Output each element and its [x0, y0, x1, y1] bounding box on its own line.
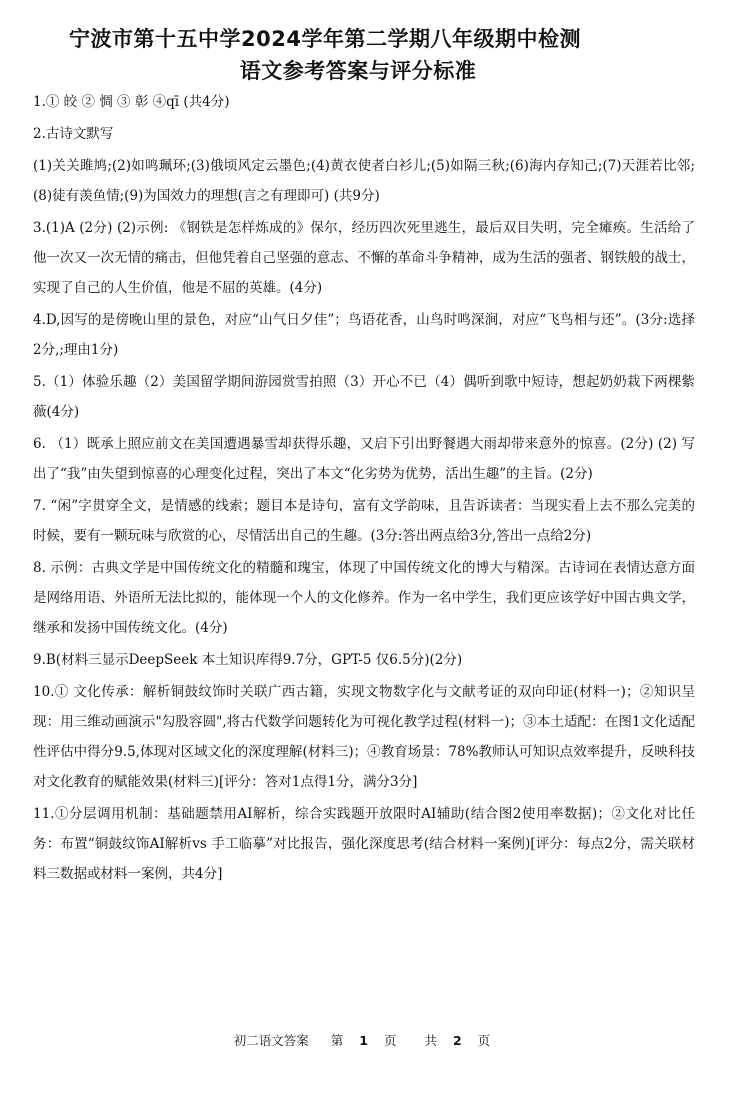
answer-list — [33, 87, 695, 891]
answer-item-2-body: (1)关关雎鸠;(2)如鸣珮环;(3)俄顷风定云墨色;(4)黄衣使者白衫儿;(5)如隔三秋;(6)海内存知己;(7)天涯若比邻;(8)徒有羡鱼情;(9)为国效力的理想(言之有理即可) (共9分) — [33, 158, 695, 204]
answer-item-2-heading: 2.古诗文默写 — [33, 126, 114, 142]
footer-page-indicator — [325, 1033, 403, 1048]
footer-total-prefix: 共 — [424, 1033, 437, 1048]
footer-page-prefix: 第 — [330, 1033, 344, 1048]
answer-item-11: 11.①分层调用机制：基础题禁用AI解析，综合实践题开放限时AI辅助(结合图2使用率数据)；②文化对比任务：布置“铜鼓纹饰AI解析vs 手工临摹”对比报告，强化深度思考(结合材料一案例)[评分：每点2分，需关联材料三数据或材料一案例，共4分] — [33, 806, 695, 882]
answer-item-4: 4.D,因写的是傍晚山里的景色，对应“山气日夕佳”；鸟语花香，山鸟时鸣深涧，对应“飞鸟相与还”。(3分:选择2分,;理由1分) — [33, 312, 695, 358]
answer-item-6: 6. （1）既承上照应前文在美国遭遇暴雪却获得乐趣，又启下引出野餐遇大雨却带来意外的惊喜。(2分) (2) 写出了“我”由失望到惊喜的心理变化过程，突出了本文“化劣势为优势，活出生趣”的主旨。(2分) — [33, 436, 695, 482]
footer-page-total: 2 — [452, 1033, 462, 1048]
footer-label: 初二语文答案 — [233, 1033, 309, 1048]
footer-page-mid: 页 — [383, 1033, 397, 1048]
answer-item-7: 7. “闲”字贯穿全文，是情感的线索；题目本是诗句，富有文学韵味，且告诉读者：当现实看上去不那么完美的时候，要有一颗玩味与欣赏的心，尽情活出自己的生趣。(3分:答出两点给3分,答出一点给2分) — [33, 498, 695, 544]
page-subtitle: 语文参考答案与评分标准 — [239, 59, 477, 83]
footer-total-indicator — [418, 1033, 496, 1048]
footer-page-current: 1 — [359, 1033, 368, 1048]
answer-item-8: 8. 示例：古典文学是中国传统文化的精髓和瑰宝，体现了中国传统文化的博大与精深。古诗词在表情达意方面是网络用语、外语所无法比拟的，能体现一个人的文化修养。作为一名中学生，我们更应该学好中国古典文学，继承和发扬中国传统文化。(4分) — [33, 560, 695, 636]
footer-total-suffix: 页 — [477, 1033, 491, 1048]
answer-item-5: 5.（1）体验乐趣（2）美国留学期间游园赏雪拍照（3）开心不已（4）偶听到歌中短诗，想起奶奶栽下两棵紫薇(4分) — [33, 374, 695, 420]
answer-item-9: 9.B(材料三显示DeepSeek 本土知识库得9.7分，GPT-5 仅6.5分)(2分) — [33, 652, 463, 668]
page-title: 宁波市第十五中学2024学年第二学期八年级期中检测 — [69, 27, 581, 51]
page-footer — [0, 1032, 730, 1050]
answer-item-1: 1.① 皎 ② 惆 ③ 彰 ④qī (共4分) — [33, 94, 230, 110]
answer-item-10: 10.① 文化传承：解析铜鼓纹饰时关联广西古籍，实现文物数字化与文献考证的双向印证(材料一)；②知识呈现：用三维动画演示"勾股容圆",将古代数学问题转化为可视化教学过程(材料一)；③本土适配：在图1文化适配性评估中得分9.5,体现对区域文化的深度理解(材料三)；④教育场景：78%教师认可知识点效率提升，反映科技对文化教育的赋能效果(材料三)[评分：答对1点得1分，满分3分] — [33, 684, 695, 790]
answer-item-3: 3.(1)A (2分) (2)示例: 《钢铁是怎样炼成的》保尔，经历四次死里逃生，最后双目失明，完全瘫痪。生活给了他一次又一次无情的痛击，但他凭着自己坚强的意志、不懈的革命斗争精神，成为生活的强者、钢铁般的战士，实现了自己的人生价值，他是不屈的英雄。(4分) — [33, 220, 695, 296]
